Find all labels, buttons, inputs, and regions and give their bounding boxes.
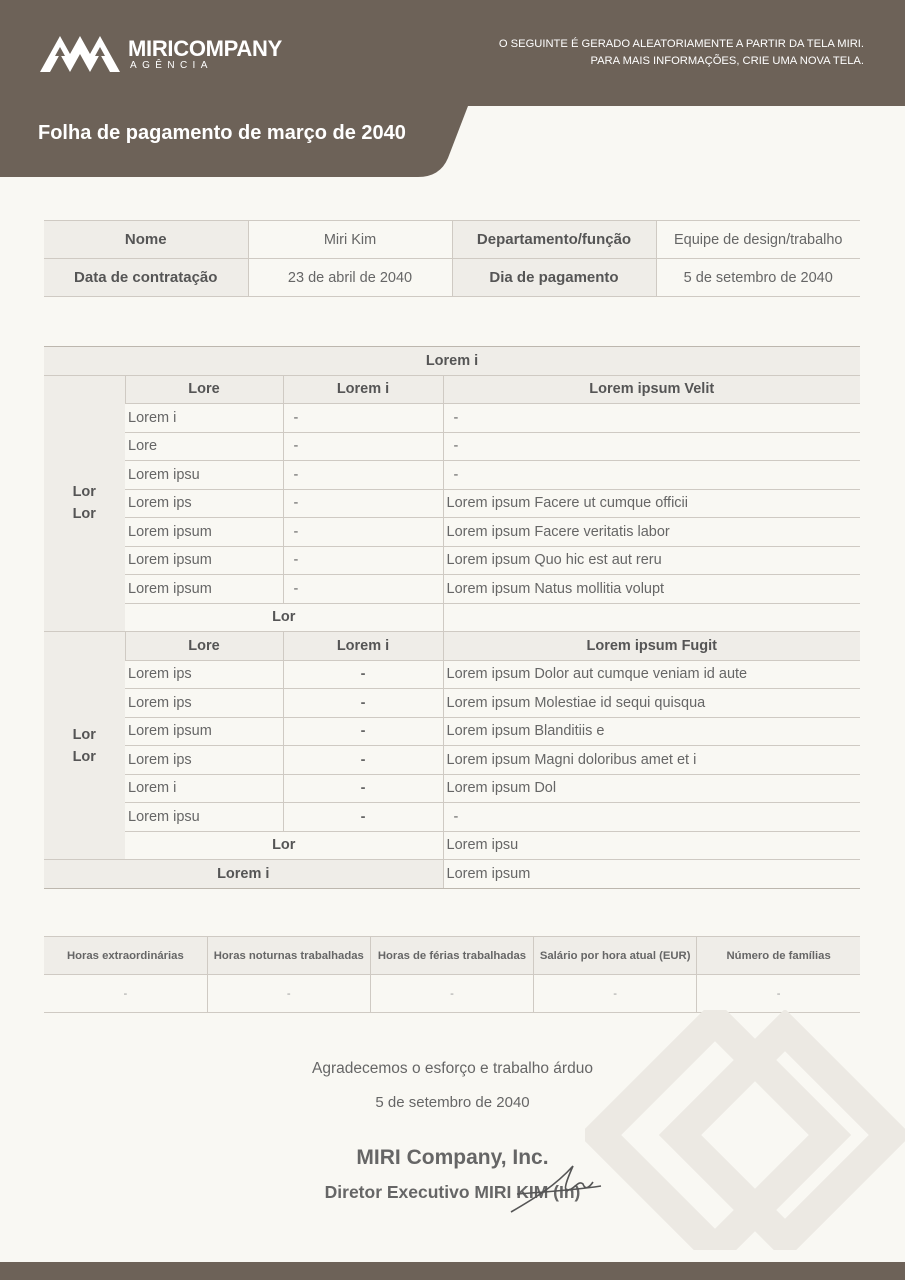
amount-cell: - xyxy=(283,461,443,490)
table-row xyxy=(44,575,860,604)
item-cell: Lorem ipsum xyxy=(125,518,283,547)
subtotal-value xyxy=(443,603,860,632)
section1-group-label xyxy=(44,375,125,632)
document-title: Folha de pagamento de março de 2040 xyxy=(38,122,406,144)
item-cell: Lorem ips xyxy=(125,660,283,689)
item-cell: Lorem ips xyxy=(125,689,283,718)
item-cell: Lorem ips xyxy=(125,746,283,775)
section2-subtotal-row xyxy=(44,831,860,860)
info-row xyxy=(44,259,860,297)
item-cell: Lorem ipsum xyxy=(125,717,283,746)
payroll-title: Lorem i xyxy=(44,347,860,376)
total-value: Lorem ipsum xyxy=(443,860,860,889)
table-row xyxy=(44,689,860,718)
column-header: Salário por hora atual (EUR) xyxy=(534,937,697,975)
amount-cell: - xyxy=(283,660,443,689)
note-cell: Lorem ipsum Quo hic est aut reru xyxy=(443,546,860,575)
value-cell: - xyxy=(370,975,533,1013)
hours-value-row xyxy=(44,975,860,1013)
column-header: Lorem ipsum Velit xyxy=(443,375,860,404)
department-label: Departamento/função xyxy=(452,221,656,259)
brand-subtitle: AGÊNCIA xyxy=(130,60,213,71)
note-cell: - xyxy=(443,461,860,490)
ceo-signature-line: Diretor Executivo MIRI KIM (In) xyxy=(324,1182,581,1202)
group-label-line: Lor xyxy=(72,726,96,743)
brand-name: MIRICOMPANY xyxy=(128,36,282,61)
page-header xyxy=(0,0,905,106)
table-row xyxy=(44,518,860,547)
column-header: Lore xyxy=(125,632,283,661)
column-header: Lore xyxy=(125,375,283,404)
thanks-message: Agradecemos o esforço e trabalho árduo xyxy=(312,1060,593,1077)
item-cell: Lorem ipsum xyxy=(125,575,283,604)
employee-info-table xyxy=(44,220,860,297)
amount-cell: - xyxy=(283,432,443,461)
name-label: Nome xyxy=(44,221,248,259)
note-cell: Lorem ipsum Facere ut cumque officii xyxy=(443,489,860,518)
mountain-logo-icon xyxy=(38,33,122,73)
column-header: Horas de férias trabalhadas xyxy=(370,937,533,975)
company-logo xyxy=(38,33,288,75)
column-header: Horas noturnas trabalhadas xyxy=(207,937,370,975)
column-header: Horas extraordinárias xyxy=(44,937,207,975)
amount-cell: - xyxy=(283,518,443,547)
subtotal-label: Lor xyxy=(125,603,443,632)
table-row xyxy=(44,461,860,490)
note-cell: Lorem ipsum Dol xyxy=(443,774,860,803)
item-cell: Lorem ips xyxy=(125,489,283,518)
table-row xyxy=(44,489,860,518)
department-value: Equipe de design/trabalho xyxy=(656,221,860,259)
note-cell: Lorem ipsum Natus mollitia volupt xyxy=(443,575,860,604)
header-note-line: O SEGUINTE É GERADO ALEATORIAMENTE A PARTIR DA TELA MIRI. xyxy=(498,38,864,50)
item-cell: Lorem i xyxy=(125,774,283,803)
note-cell: Lorem ipsum Facere veritatis labor xyxy=(443,518,860,547)
closing-date: 5 de setembro de 2040 xyxy=(375,1094,530,1111)
page-footer xyxy=(0,1262,905,1280)
table-row xyxy=(44,404,860,433)
amount-cell: - xyxy=(283,575,443,604)
table-row xyxy=(44,717,860,746)
info-row xyxy=(44,221,860,259)
payroll-title-row xyxy=(44,347,860,376)
hire-date-value: 23 de abril de 2040 xyxy=(248,259,452,297)
note-cell: - xyxy=(443,432,860,461)
note-cell: Lorem ipsum Molestiae id sequi quisqua xyxy=(443,689,860,718)
subtotal-label: Lor xyxy=(125,831,443,860)
item-cell: Lore xyxy=(125,432,283,461)
section2-header-row xyxy=(44,632,860,661)
item-cell: Lorem ipsu xyxy=(125,803,283,832)
note-cell: Lorem ipsum Dolor aut cumque veniam id aute xyxy=(443,660,860,689)
amount-cell: - xyxy=(283,546,443,575)
amount-cell: - xyxy=(283,803,443,832)
section2-group-label xyxy=(44,632,125,860)
hours-header-row xyxy=(44,937,860,975)
amount-cell: - xyxy=(283,689,443,718)
note-cell: - xyxy=(443,803,860,832)
total-label: Lorem i xyxy=(44,860,443,889)
group-label-line: Lor xyxy=(72,484,96,501)
note-cell: Lorem ipsum Blanditiis e xyxy=(443,717,860,746)
subtotal-value: Lorem ipsu xyxy=(443,831,860,860)
amount-cell: - xyxy=(283,404,443,433)
item-cell: Lorem ipsu xyxy=(125,461,283,490)
total-row xyxy=(44,860,860,889)
section1-subtotal-row xyxy=(44,603,860,632)
column-header: Número de famílias xyxy=(697,937,860,975)
table-row xyxy=(44,746,860,775)
note-cell: Lorem ipsum Magni doloribus amet et i xyxy=(443,746,860,775)
diamond-watermark-icon xyxy=(585,1010,905,1250)
column-header: Lorem i xyxy=(283,375,443,404)
payday-label: Dia de pagamento xyxy=(452,259,656,297)
amount-cell: - xyxy=(283,774,443,803)
title-bar xyxy=(0,106,905,177)
group-label-line: Lor xyxy=(72,748,96,765)
amount-cell: - xyxy=(283,746,443,775)
table-row xyxy=(44,432,860,461)
table-row xyxy=(44,774,860,803)
payday-value: 5 de setembro de 2040 xyxy=(656,259,860,297)
hours-table xyxy=(44,936,860,1013)
column-header: Lorem ipsum Fugit xyxy=(443,632,860,661)
group-label-line: Lor xyxy=(72,506,96,523)
value-cell: - xyxy=(207,975,370,1013)
item-cell: Lorem i xyxy=(125,404,283,433)
amount-cell: - xyxy=(283,717,443,746)
table-row xyxy=(44,660,860,689)
header-note xyxy=(499,36,864,70)
value-cell: - xyxy=(697,975,860,1013)
item-cell: Lorem ipsum xyxy=(125,546,283,575)
payroll-table xyxy=(44,346,860,889)
note-cell: - xyxy=(443,404,860,433)
name-value: Miri Kim xyxy=(248,221,452,259)
value-cell: - xyxy=(534,975,697,1013)
section1-header-row xyxy=(44,375,860,404)
header-note-line: PARA MAIS INFORMAÇÕES, CRIE UMA NOVA TELA. xyxy=(590,55,864,67)
table-row xyxy=(44,546,860,575)
company-name: MIRI Company, Inc. xyxy=(356,1146,549,1169)
table-row xyxy=(44,803,860,832)
value-cell: - xyxy=(44,975,207,1013)
hire-date-label: Data de contratação xyxy=(44,259,248,297)
column-header: Lorem i xyxy=(283,632,443,661)
handwritten-signature-icon xyxy=(505,1158,605,1218)
amount-cell: - xyxy=(283,489,443,518)
